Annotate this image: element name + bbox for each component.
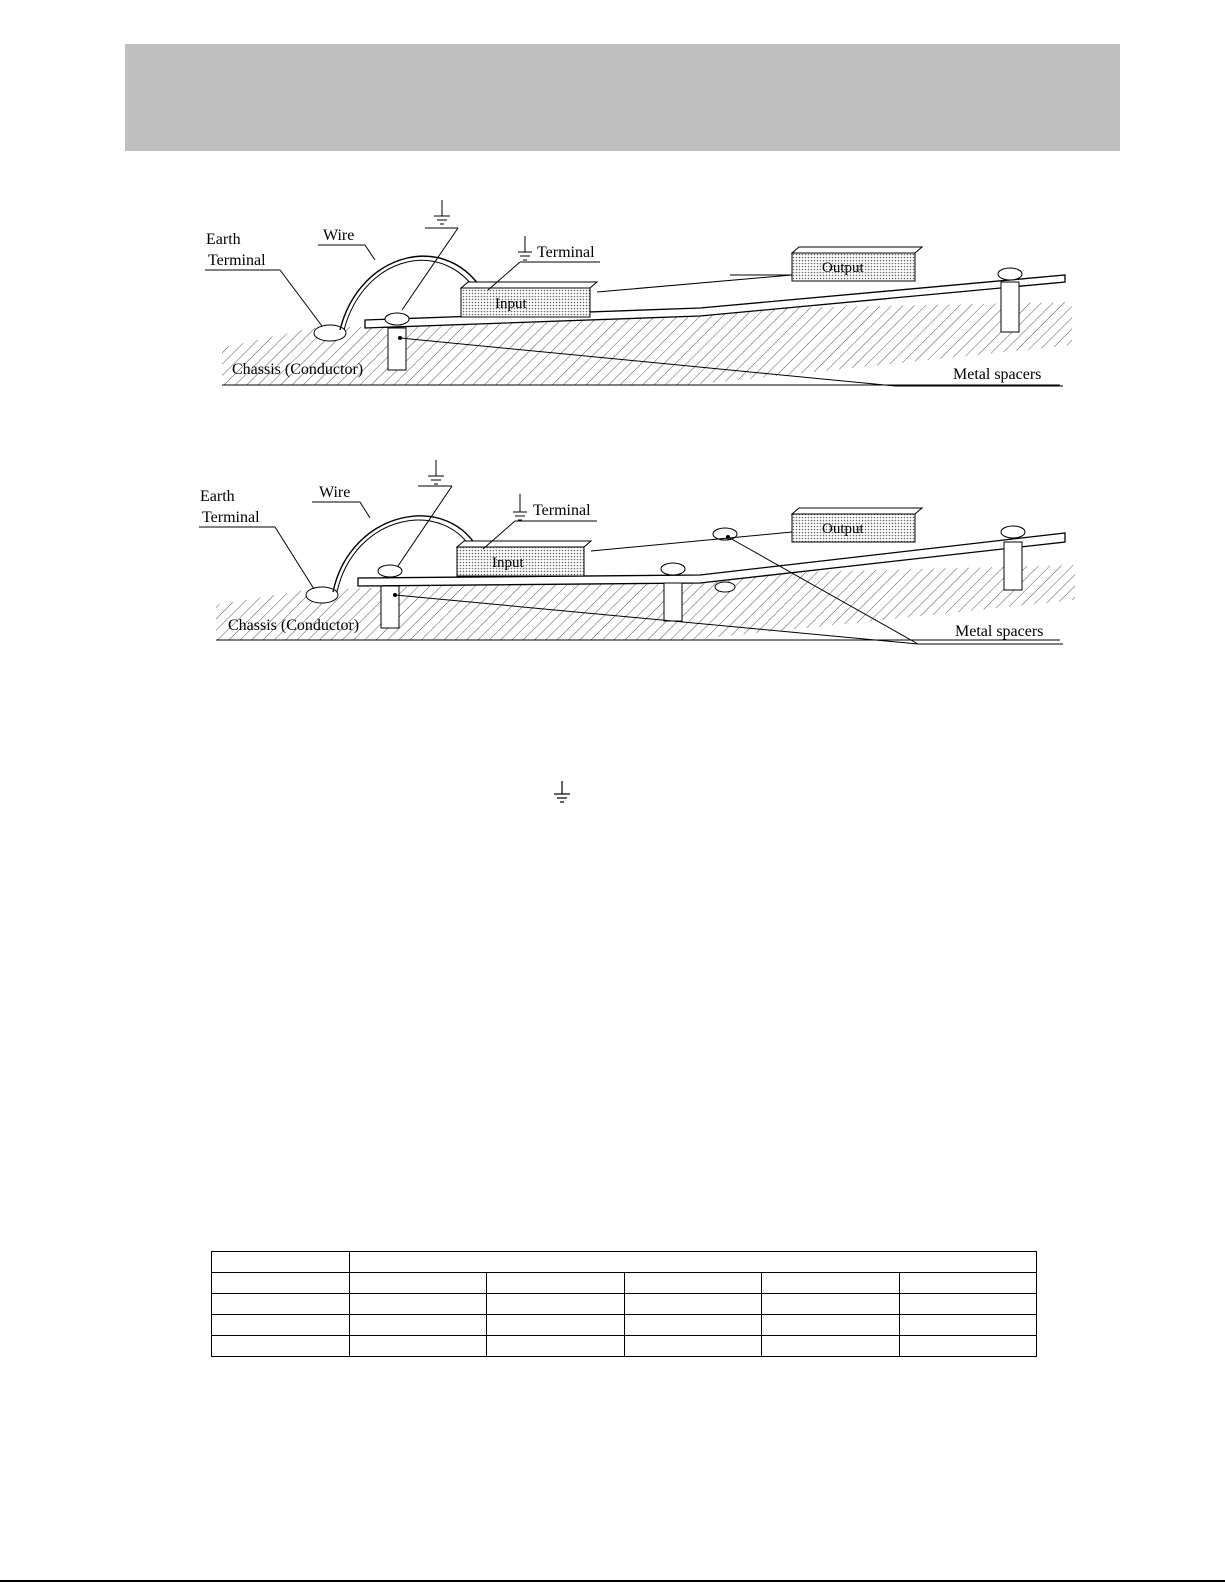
table-cell [899, 1315, 1036, 1336]
screw-head [998, 268, 1022, 280]
bottom-rule [0, 1580, 1225, 1582]
table-cell [624, 1273, 761, 1294]
table-cell [899, 1336, 1036, 1357]
chassis-label: Chassis (Conductor) [228, 617, 360, 634]
table-cell [350, 1336, 487, 1357]
table-cell [487, 1273, 624, 1294]
earth-terminal-label-2: Terminal [208, 252, 266, 269]
output-label: Output [822, 521, 864, 537]
output-label: Output [822, 260, 864, 276]
metal-spacer [664, 583, 682, 621]
table-cell [212, 1252, 350, 1273]
table-cell [212, 1315, 350, 1336]
terminal-label: Terminal [533, 502, 591, 519]
metal-spacer [1001, 282, 1019, 332]
ground-icon [551, 781, 573, 803]
table-cell [350, 1315, 487, 1336]
table-cell [212, 1294, 350, 1315]
table-cell [624, 1315, 761, 1336]
spacers-label: Metal spacers [955, 623, 1044, 640]
input-label: Input [492, 555, 524, 571]
table-cell [350, 1252, 1037, 1273]
table-cell [487, 1336, 624, 1357]
table-cell [487, 1294, 624, 1315]
terminal-label: Terminal [537, 244, 595, 261]
table-row [212, 1294, 1037, 1315]
earth-terminal-label-1: Earth [206, 231, 241, 248]
table-cell [487, 1315, 624, 1336]
earth-terminal-label-2: Terminal [202, 509, 260, 526]
table-row [212, 1273, 1037, 1294]
table-row [212, 1336, 1037, 1357]
ground-icon [398, 460, 452, 566]
input-label: Input [495, 296, 527, 312]
ground-icon [402, 200, 458, 310]
table-cell [350, 1294, 487, 1315]
metal-spacer [381, 586, 399, 628]
screw-head [385, 313, 409, 325]
table-cell [624, 1294, 761, 1315]
table-cell [762, 1336, 899, 1357]
table-cell [899, 1273, 1036, 1294]
grounding-diagram-1 [0, 190, 1225, 420]
earth-terminal-label-1: Earth [200, 488, 235, 505]
table-cell [762, 1273, 899, 1294]
screw-head [661, 563, 685, 575]
screw-head [1001, 526, 1025, 538]
table-cell [762, 1294, 899, 1315]
table-cell [212, 1273, 350, 1294]
header-bar [125, 44, 1120, 151]
table-cell [212, 1336, 350, 1357]
table-cell [624, 1336, 761, 1357]
table-cell [899, 1294, 1036, 1315]
metal-spacer [388, 328, 406, 370]
wire-label: Wire [323, 227, 355, 244]
wire-label: Wire [319, 484, 351, 501]
metal-spacer [1004, 542, 1022, 590]
screw-head [378, 565, 402, 577]
chassis-label: Chassis (Conductor) [232, 361, 364, 378]
table-row [212, 1252, 1037, 1273]
table-row [212, 1315, 1037, 1336]
table-cell [762, 1315, 899, 1336]
grounding-diagram-2 [0, 450, 1225, 680]
spacers-label: Metal spacers [953, 366, 1042, 383]
table-cell [350, 1273, 487, 1294]
data-table [211, 1251, 1037, 1357]
screw-head [715, 582, 735, 592]
